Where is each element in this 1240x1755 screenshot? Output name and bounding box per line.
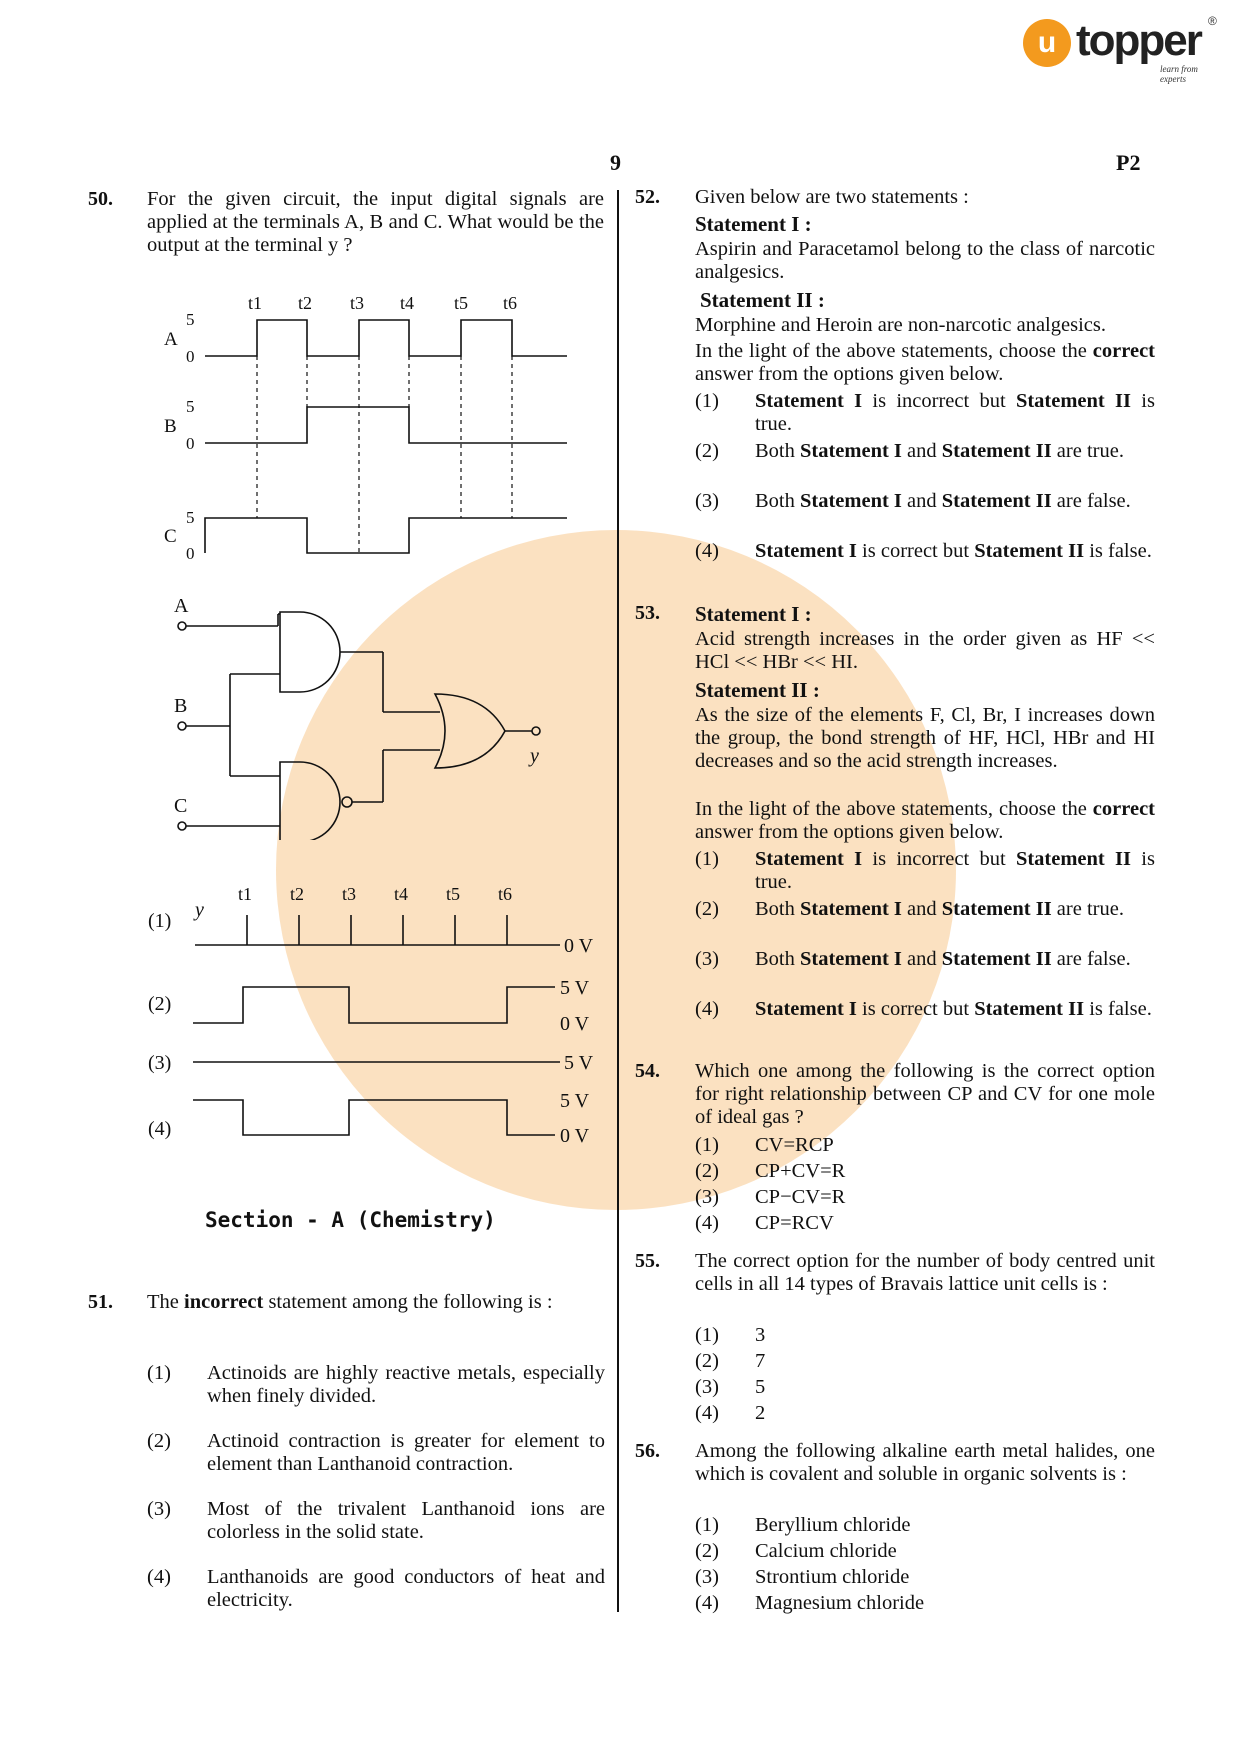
q55-option-2-number: (2) <box>695 1350 719 1372</box>
q53-number: 53. <box>635 602 660 624</box>
q51-option-1-number: (1) <box>147 1362 171 1384</box>
q54-option-2-number: (2) <box>695 1160 719 1182</box>
q52-option-4: Statement I is correct but Statement II is false. <box>755 540 1152 562</box>
q50-timing-diagram <box>150 285 580 575</box>
q54-option-4: CP=RCV <box>755 1212 834 1234</box>
q50-logic-circuit <box>150 590 580 840</box>
q53-s1-label: Statement I : <box>695 602 812 626</box>
option-t2: t2 <box>290 884 305 904</box>
q53-option-4: Statement I is correct but Statement II is false. <box>755 998 1152 1020</box>
q54-option-3: CP−CV=R <box>755 1186 846 1208</box>
option-t3: t3 <box>342 884 357 904</box>
timing-label-c: C <box>164 526 177 547</box>
q52-ask: In the light of the above statements, choose the correct answer from the options given below. <box>695 340 1155 385</box>
q55-option-2: 7 <box>755 1350 766 1372</box>
option2-label: (2) <box>148 993 172 1015</box>
q53-option-1-number: (1) <box>695 848 719 870</box>
q55-option-1-number: (1) <box>695 1324 719 1346</box>
c-high-level: 5 <box>186 508 195 527</box>
timing-t6: t6 <box>503 293 518 313</box>
option1-label: (1) <box>148 910 172 932</box>
q52-option-2: Both Statement I and Statement II are true. <box>755 440 1124 462</box>
q51-option-4-number: (4) <box>147 1566 171 1588</box>
q53-ask: In the light of the above statements, choose the correct answer from the options given below. <box>695 798 1155 843</box>
paper-code: P2 <box>1116 150 1141 175</box>
signal-b-waveform <box>205 407 567 443</box>
q55-text: The correct option for the number of body centred unit cells in all 14 types of Bravais lattice unit cells is : <box>695 1250 1155 1295</box>
timing-label-a: A <box>164 329 178 350</box>
q56-option-2-number: (2) <box>695 1540 719 1562</box>
q51-text: The incorrect statement among the following is : <box>147 1291 553 1313</box>
q54-option-2: CP+CV=R <box>755 1160 846 1182</box>
timing-t3: t3 <box>350 293 365 313</box>
or-gate <box>435 694 505 768</box>
c-low-level: 0 <box>186 544 195 563</box>
q51-option-2-number: (2) <box>147 1430 171 1452</box>
q51-option-2: Actinoid contraction is greater for element to element than Lanthanoid contraction. <box>207 1430 605 1475</box>
q56-option-1: Beryllium chloride <box>755 1514 911 1536</box>
timing-label-b: B <box>164 416 177 437</box>
option4-label: (4) <box>148 1118 172 1140</box>
timing-t4: t4 <box>400 293 415 313</box>
q53-option-3: Both Statement I and Statement II are false. <box>755 948 1131 970</box>
q53-s2-text: As the size of the elements F, Cl, Br, I increases down the group, the bond strength of HF, HCl, HBr and HI decreases and so the acid strength increases. <box>695 704 1155 772</box>
q53-s2-label: Statement II : <box>695 678 820 702</box>
q55-option-1: 3 <box>755 1324 766 1346</box>
and-gate <box>280 612 340 692</box>
logo-registered: ® <box>1208 14 1217 28</box>
q54-text: Which one among the following is the correct option for right relationship between CP and CV for one mole of ideal gas ? <box>695 1060 1155 1128</box>
q55-option-4: 2 <box>755 1402 766 1424</box>
option4-waveform <box>193 1100 555 1135</box>
option2-volt-high: 5 V <box>560 977 590 999</box>
a-high-level: 5 <box>186 310 195 329</box>
timing-t5: t5 <box>454 293 469 313</box>
q51-option-3: Most of the trivalent Lanthanoid ions are colorless in the solid state. <box>207 1498 605 1543</box>
q52-option-3: Both Statement I and Statement II are false. <box>755 490 1131 512</box>
a-low-level: 0 <box>186 347 195 366</box>
q50-text: For the given circuit, the input digital signals are applied at the terminals A, B and C. What would be the output at the terminal y ? <box>147 188 604 256</box>
timing-t2: t2 <box>298 293 313 313</box>
q56-option-4-number: (4) <box>695 1592 719 1614</box>
option3-label: (3) <box>148 1052 172 1074</box>
q54-option-1: CV=RCP <box>755 1134 834 1156</box>
q52-number: 52. <box>635 186 660 208</box>
option-t1: t1 <box>238 884 253 904</box>
option2-volt-low: 0 V <box>560 1013 590 1035</box>
q54-option-1-number: (1) <box>695 1134 719 1156</box>
q52-option-3-number: (3) <box>695 490 719 512</box>
q52-s2-text: Morphine and Heroin are non-narcotic analgesics. <box>695 314 1106 336</box>
q51-option-3-number: (3) <box>147 1498 171 1520</box>
q51-number: 51. <box>88 1291 113 1313</box>
q52-s1-label: Statement I : <box>695 212 812 236</box>
q52-s2-label: Statement II : <box>700 288 825 312</box>
circuit-output-y: y <box>530 745 539 767</box>
signal-a-waveform <box>205 320 567 356</box>
q56-number: 56. <box>635 1440 660 1462</box>
option1-y-label: y <box>195 899 204 921</box>
q51-option-4: Lanthanoids are good conductors of heat and electricity. <box>207 1566 605 1611</box>
option4-volt-low: 0 V <box>560 1125 590 1147</box>
nand-gate <box>280 762 340 840</box>
q56-option-3: Strontium chloride <box>755 1566 910 1588</box>
column-divider <box>617 190 619 1612</box>
option4-volt-high: 5 V <box>560 1090 590 1112</box>
q52-intro: Given below are two statements : <box>695 186 969 208</box>
q54-number: 54. <box>635 1060 660 1082</box>
q54-option-3-number: (3) <box>695 1186 719 1208</box>
q53-option-2: Both Statement I and Statement II are true. <box>755 898 1124 920</box>
option1-volt: 0 V <box>564 935 594 957</box>
section-title: Section - A (Chemistry) <box>205 1208 496 1232</box>
q52-option-1: Statement I is incorrect but Statement II is true. <box>755 390 1155 435</box>
q56-option-4: Magnesium chloride <box>755 1592 925 1614</box>
page-number: 9 <box>610 150 621 175</box>
q55-number: 55. <box>635 1250 660 1272</box>
q52-option-1-number: (1) <box>695 390 719 412</box>
brand-logo <box>1023 14 1223 84</box>
b-high-level: 5 <box>186 397 195 416</box>
option2-waveform <box>193 987 555 1023</box>
signal-c-waveform <box>205 518 567 553</box>
q50-option-waveforms <box>140 870 610 1155</box>
q52-option-2-number: (2) <box>695 440 719 462</box>
option-t6: t6 <box>498 884 513 904</box>
q56-option-2: Calcium chloride <box>755 1540 897 1562</box>
q55-option-4-number: (4) <box>695 1402 719 1424</box>
q56-option-3-number: (3) <box>695 1566 719 1588</box>
logo-mark: u <box>1023 19 1071 67</box>
q55-option-3-number: (3) <box>695 1376 719 1398</box>
q55-option-3: 5 <box>755 1376 766 1398</box>
q52-s1-text: Aspirin and Paracetamol belong to the class of narcotic analgesics. <box>695 238 1155 283</box>
q53-option-1: Statement I is incorrect but Statement II is true. <box>755 848 1155 893</box>
circuit-input-b: B <box>174 695 188 717</box>
option3-volt: 5 V <box>564 1052 594 1074</box>
circuit-input-c: C <box>174 795 188 817</box>
option-t4: t4 <box>394 884 409 904</box>
q53-option-4-number: (4) <box>695 998 719 1020</box>
q56-option-1-number: (1) <box>695 1514 719 1536</box>
q51-option-1: Actinoids are highly reactive metals, especially when finely divided. <box>207 1362 605 1407</box>
q56-text: Among the following alkaline earth metal halides, one which is covalent and soluble in organic solvents is : <box>695 1440 1155 1485</box>
q53-s1-text: Acid strength increases in the order given as HF << HCl << HBr << HI. <box>695 628 1155 673</box>
logo-brand-text: topper <box>1076 16 1201 65</box>
q53-option-2-number: (2) <box>695 898 719 920</box>
circuit-input-a: A <box>174 595 189 617</box>
q53-option-3-number: (3) <box>695 948 719 970</box>
q50-number: 50. <box>88 188 113 210</box>
logo-tagline: learn from experts <box>1160 64 1198 84</box>
timing-t1: t1 <box>248 293 263 313</box>
q54-option-4-number: (4) <box>695 1212 719 1234</box>
option-t5: t5 <box>446 884 461 904</box>
q52-option-4-number: (4) <box>695 540 719 562</box>
b-low-level: 0 <box>186 434 195 453</box>
